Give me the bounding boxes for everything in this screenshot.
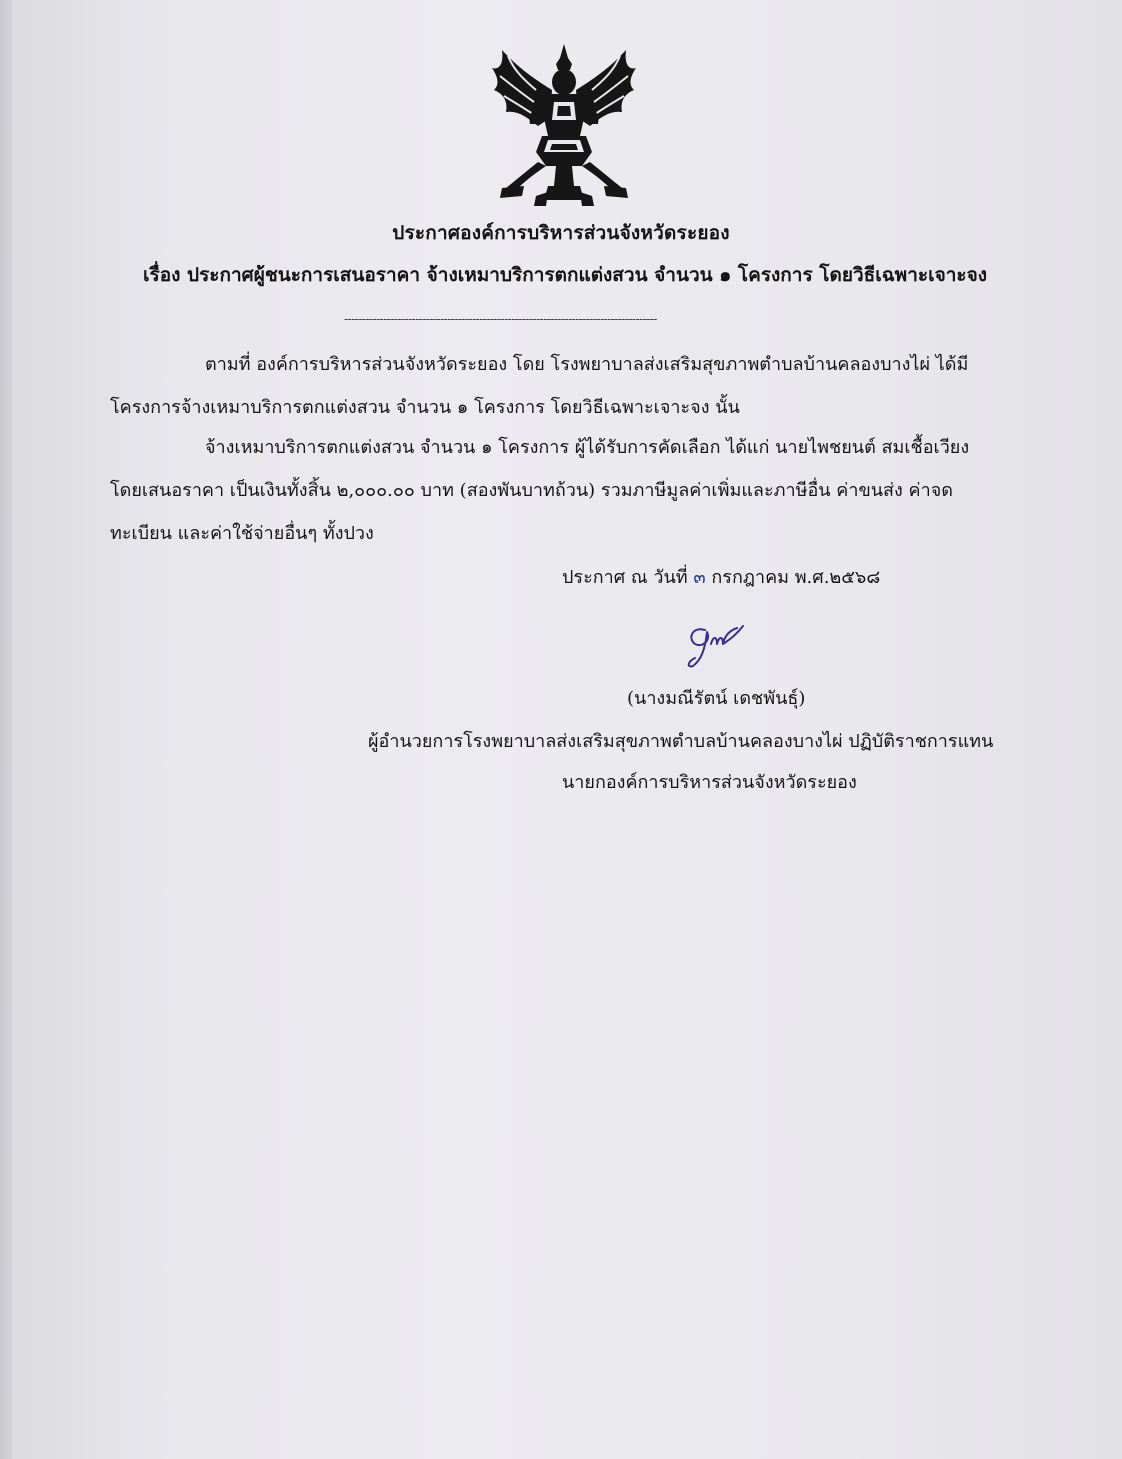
signer-position-line-2: นายกองค์การบริหารส่วนจังหวัดระยอง bbox=[562, 772, 857, 793]
announcement-subject: เรื่อง ประกาศผู้ชนะการเสนอราคา จ้างเหมาบริการตกแต่งสวน จำนวน ๑ โครงการ โดยวิธีเฉพาะเจาะจง bbox=[143, 264, 987, 286]
body-paragraph-1-line-1: ตามที่ องค์การบริหารส่วนจังหวัดระยอง โดย โรงพยาบาลส่งเสริมสุขภาพตำบลบ้านคลองบางไผ่ ได้มี bbox=[205, 354, 969, 375]
date-prefix: ประกาศ ณ วันที่ bbox=[562, 567, 688, 588]
handwritten-signature bbox=[683, 622, 763, 672]
body-paragraph-2-line-2: โดยเสนอราคา เป็นเงินทั้งสิ้น ๒,๐๐๐.๐๐ บาท (สองพันบาทถ้วน) รวมภาษีมูลค่าเพิ่มและภาษีอื่น ค่าขนส่ง ค่าจด bbox=[110, 480, 953, 501]
body-paragraph-2-line-1: จ้างเหมาบริการตกแต่งสวน จำนวน ๑ โครงการ ผู้ได้รับการคัดเลือก ได้แก่ นายไพชยนต์ สมเชื้อเวียง bbox=[205, 437, 970, 458]
signer-position-line-1: ผู้อำนวยการโรงพยาบาลส่งเสริมสุขภาพตำบลบ้านคลองบางไผ่ ปฏิบัติราชการแทน bbox=[368, 731, 994, 752]
announcement-date bbox=[562, 562, 880, 591]
body-paragraph-2-line-3: ทะเบียน และค่าใช้จ่ายอื่นๆ ทั้งปวง bbox=[110, 523, 374, 544]
announcement-title: ประกาศองค์การบริหารส่วนจังหวัดระยอง bbox=[392, 222, 730, 244]
date-month-year: กรกฎาคม พ.ศ.๒๕๖๘ bbox=[711, 567, 881, 588]
date-day: ๓ bbox=[693, 567, 706, 588]
body-paragraph-1-line-2: โครงการจ้างเหมาบริการตกแต่งสวน จำนวน ๑ โครงการ โดยวิธีเฉพาะเจาะจง นั้น bbox=[110, 397, 740, 418]
signer-name: (นางมณีรัตน์ เดชพันธุ์) bbox=[627, 688, 806, 709]
garuda-emblem-icon bbox=[488, 40, 640, 210]
divider-line: ---------------------------------------------------------------------------------------- bbox=[344, 312, 657, 326]
